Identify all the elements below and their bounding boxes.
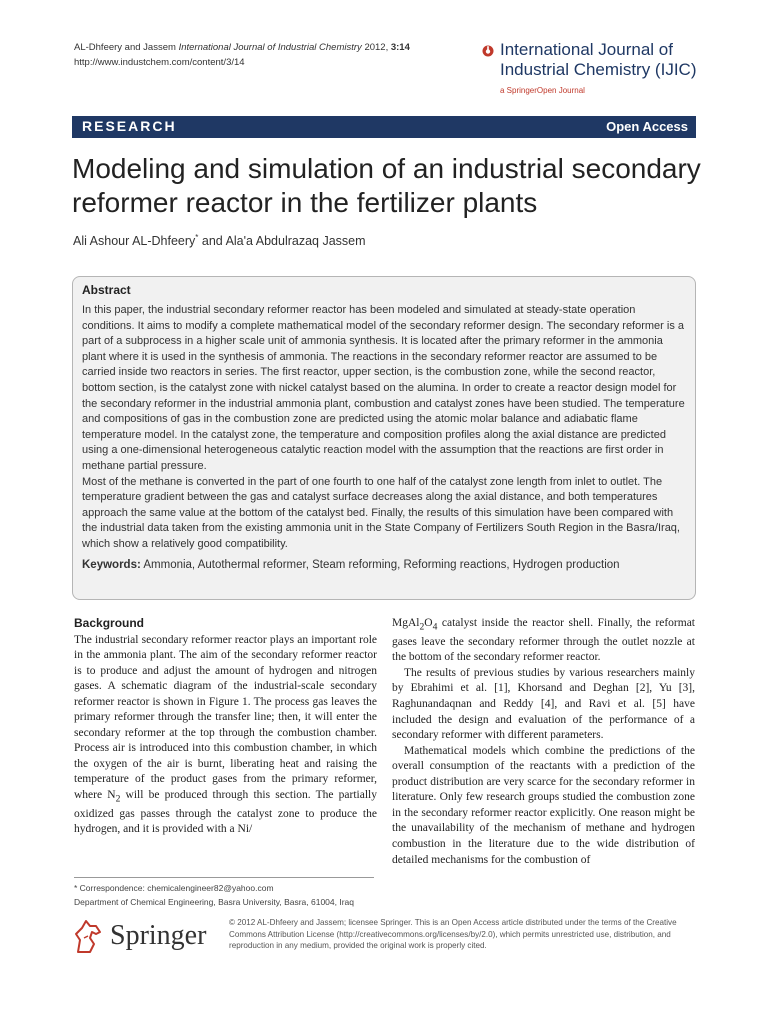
- chemical-formula: MgAl: [392, 617, 420, 629]
- journal-name-line2: Industrial Chemistry (IJIC): [500, 60, 697, 79]
- open-access-icon: [482, 45, 494, 57]
- body-paragraph: Mathematical models which combine the predictions of the overall consumption of the reactants with a prediction of the product distribution are very scarce for the secondary reformer in literature. Only few research groups studied the combustion zone in the secondary reformer reactor explicitly. One reason might be the unavailability of the mechanism of methane and hydrogen combustion in the literature due to the wide distribution of detailed mechanisms for the combustion of: [392, 744, 695, 866]
- body-paragraph: The results of previous studies by various researchers mainly by Ebrahimi et al. [1], Khorsand and Deghan [2], Yu [3], Raghunandaqnan and Reddy [4], and Ravi et al. [5] have included the design and evaluation of the performance of a secondary reformer with different parameters.: [392, 666, 695, 742]
- correspondence-note: * Correspondence: chemicalengineer82@yahoo.com: [74, 883, 274, 893]
- subscript: 2: [115, 793, 121, 805]
- abstract-box: [72, 276, 696, 600]
- abstract-paragraph-1: In this paper, the industrial secondary reformer reactor has been modeled and simulated at steady-state operation conditions. It aims to modify a complete mathematical model of the secondary reformer design. The secondary reformer is a part of a subprocess in a higher scale unit of ammonia synthesis. It is located after the primary reformer in the ammonia plant where it is used in the synthesis of ammonia. The reactions in the secondary reformer reactor are assumed to be carried inside two reactors in series. The first reactor, upper section, is the combustion zone, while the second reactor, bottom section, is the catalyst zone with nickel catalyst based on the alumina. In order to create a reactor design model for the secondary reformer in the industrial ammonia plant, combustion and catalyst zones have been studied. The temperature and compositions of gas in the combustion zone are predicted using the atomic molar balance and adiabatic flame temperature model. In the catalyst zone, the temperature and composition profiles along the axial distance are predicted using a one-dimensional heterogeneous catalytic reaction model with the assumption that the reactions are first order in methane partial pressure.: [82, 304, 685, 472]
- citation-header: [74, 40, 410, 70]
- body-column-left: [74, 616, 377, 838]
- springer-logo: [72, 918, 222, 958]
- body-paragraph: [74, 633, 377, 838]
- keywords-list: Ammonia, Autothermal reformer, Steam reforming, Reforming reactions, Hydrogen production: [143, 558, 620, 571]
- subscript: 4: [432, 621, 438, 633]
- research-banner: [72, 116, 696, 138]
- citation-journal: International Journal of Industrial Chemistry: [178, 42, 362, 53]
- citation-authors: AL-Dhfeery and Jassem: [74, 42, 176, 53]
- subscript: 2: [419, 621, 425, 633]
- chemical-formula: O: [424, 617, 433, 629]
- body-column-right: [392, 616, 695, 868]
- author-list: [73, 233, 366, 248]
- body-text: catalyst inside the reactor shell. Finally, the reformat gases leave the secondary reformer through the outlet nozzle at the bottom of the secondary reformer reactor.: [392, 617, 695, 664]
- journal-name: [500, 40, 696, 80]
- citation-year: 2012,: [364, 42, 389, 53]
- article-type-label: RESEARCH: [82, 118, 177, 134]
- author-separator: and: [201, 234, 223, 249]
- citation-line: [74, 40, 410, 55]
- article-url[interactable]: http://www.industchem.com/content/3/14: [74, 57, 245, 68]
- section-heading-background: Background: [74, 616, 145, 630]
- journal-name-line1: International Journal of: [500, 40, 673, 59]
- abstract-paragraph-2: Most of the methane is converted in the part of one fourth to one half of the catalyst zone length from inlet to outlet. The temperature gradient between the gas and catalyst surface decreases along the axial distance, and both temperatures approach the same value at the bottom of the catalyst bed. Finally, the results of this simulation have been compared with the industrial data taken from the existing ammonia unit in the State Company of Fertilizers South Region in the Basra/Iraq, which show a relatively good compatibility.: [82, 475, 680, 550]
- body-paragraph: [392, 616, 695, 666]
- abstract-heading: Abstract: [82, 283, 131, 297]
- keywords-label: Keywords:: [82, 558, 141, 571]
- springer-horse-icon: [72, 918, 106, 956]
- footnotes: [74, 881, 354, 909]
- affiliation-note: Department of Chemical Engineering, Basra University, Basra, 61004, Iraq: [74, 897, 355, 907]
- body-text: The industrial secondary reformer reactor plays an important role in the ammonia plant. The aim of the secondary reformer reactor is to produce and adjust the amount of hydrogen and nitrogen gases. A schematic diagram of the industrial-scale secondary reformer reactor is shown in Figure 1. The process gas leaves the primary reformer through the transfer line; then, it will enter the secondary reformer at the top through the combustion chamber. Process air is introduced into this combustion chamber, in which the oxygen of the air is burnt, liberating heat and raising the temperature of the product gases from the primary reformer, where N: [74, 633, 377, 802]
- corresponding-mark: *: [195, 233, 199, 242]
- author-1: Ali Ashour AL-Dhfeery: [73, 234, 196, 249]
- springer-wordmark: Springer: [110, 920, 207, 951]
- author-2: Ala'a Abdulrazaq Jassem: [225, 234, 366, 249]
- article-title: Modeling and simulation of an industrial secondary reformer reactor in the fertilizer plants: [72, 153, 701, 218]
- license-text: © 2012 AL-Dhfeery and Jassem; licensee Springer. This is an Open Access article distributed under the terms of the Creative Commons Attribution License (http://creativecommons.org/licenses/by/2.0), which permits unrestricted use, distribution, and reproduction in any medium, provided the original work is properly cited.: [229, 918, 677, 951]
- journal-subtitle: a SpringerOpen Journal: [500, 86, 585, 95]
- citation-pages: 3:14: [390, 42, 410, 53]
- open-access-label: Open Access: [606, 119, 688, 134]
- body-text: will be produced through this section. The partially oxidized gas passes through the catalyst zone to produce the hydrogen, and it is provided with a Ni/: [74, 789, 377, 836]
- keywords: [82, 557, 685, 573]
- footnote-divider: [74, 877, 374, 878]
